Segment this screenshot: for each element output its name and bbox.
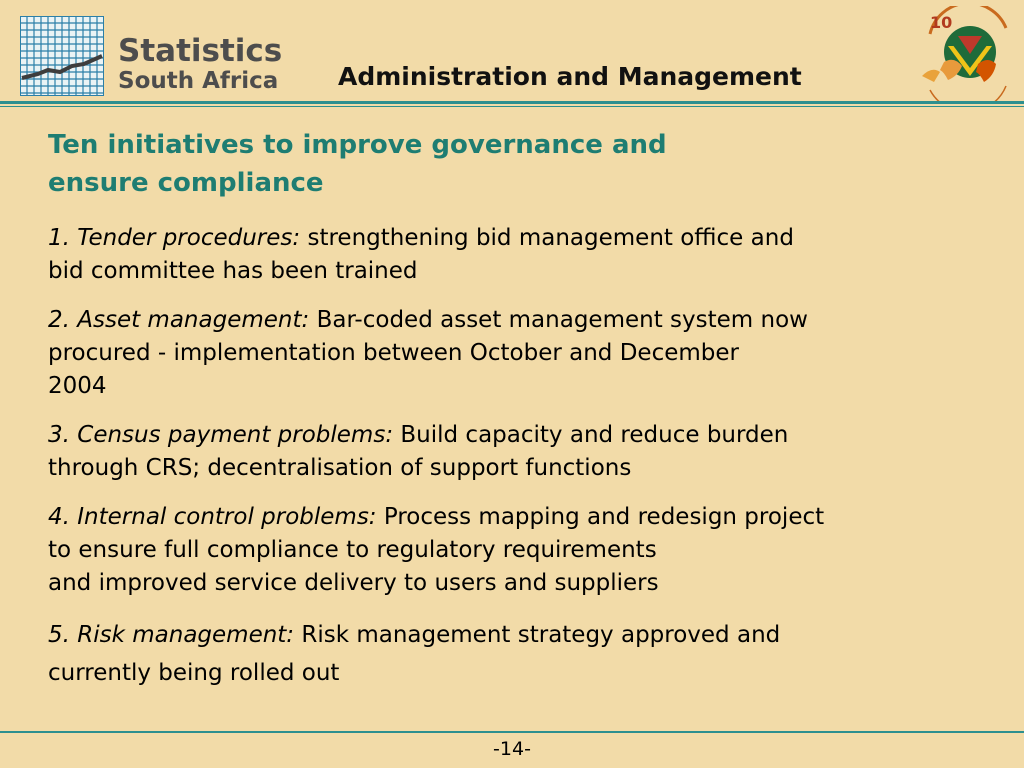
svg-text:10: 10 [930,13,953,32]
item-text-continued: procured - implementation between October and December [48,340,739,366]
stats-sa-logo-icon [20,16,104,96]
item-text: Bar-coded asset management system now [309,307,808,333]
slide-heading-line-1: Ten initiatives to improve governance and [48,130,667,160]
list-item [48,304,1024,403]
page-number: -14- [493,738,531,760]
item-text: Risk management strategy approved and [294,622,781,648]
list-item [48,501,1024,600]
item-text-continued: currently being rolled out [48,660,340,686]
header-divider [0,101,1024,104]
list-item [48,616,1024,692]
slide-heading-line-2: ensure compliance [48,168,324,198]
freedom-emblem-icon [918,6,1018,102]
item-text: strengthening bid management office and [300,225,794,251]
logo-subtitle: South Africa [118,68,279,94]
item-heading: 3. Census payment problems: [48,422,394,448]
header-divider-thin [0,106,1024,107]
list-item [48,419,1024,485]
item-heading: 4. Internal control problems: [48,504,377,530]
item-heading: 5. Risk management: [48,622,295,648]
item-text: Build capacity and reduce burden [393,422,789,448]
item-text-continued: through CRS; decentralisation of support functions [48,455,632,481]
list-item [48,222,1024,288]
item-text-continued: to ensure full compliance to regulatory requirements [48,537,657,563]
item-heading: 1. Tender procedures: [48,225,301,251]
item-text: Process mapping and redesign project [376,504,825,530]
footer-divider [0,731,1024,733]
logo-title: Statistics [118,33,283,69]
section-title: Administration and Management [338,62,802,91]
initiatives-list [48,222,1024,708]
item-text-continued: and improved service delivery to users and suppliers [48,570,659,596]
item-text-continued: bid committee has been trained [48,258,418,284]
item-text-continued: 2004 [48,373,107,399]
slide-heading [48,126,848,202]
item-heading: 2. Asset management: [48,307,310,333]
